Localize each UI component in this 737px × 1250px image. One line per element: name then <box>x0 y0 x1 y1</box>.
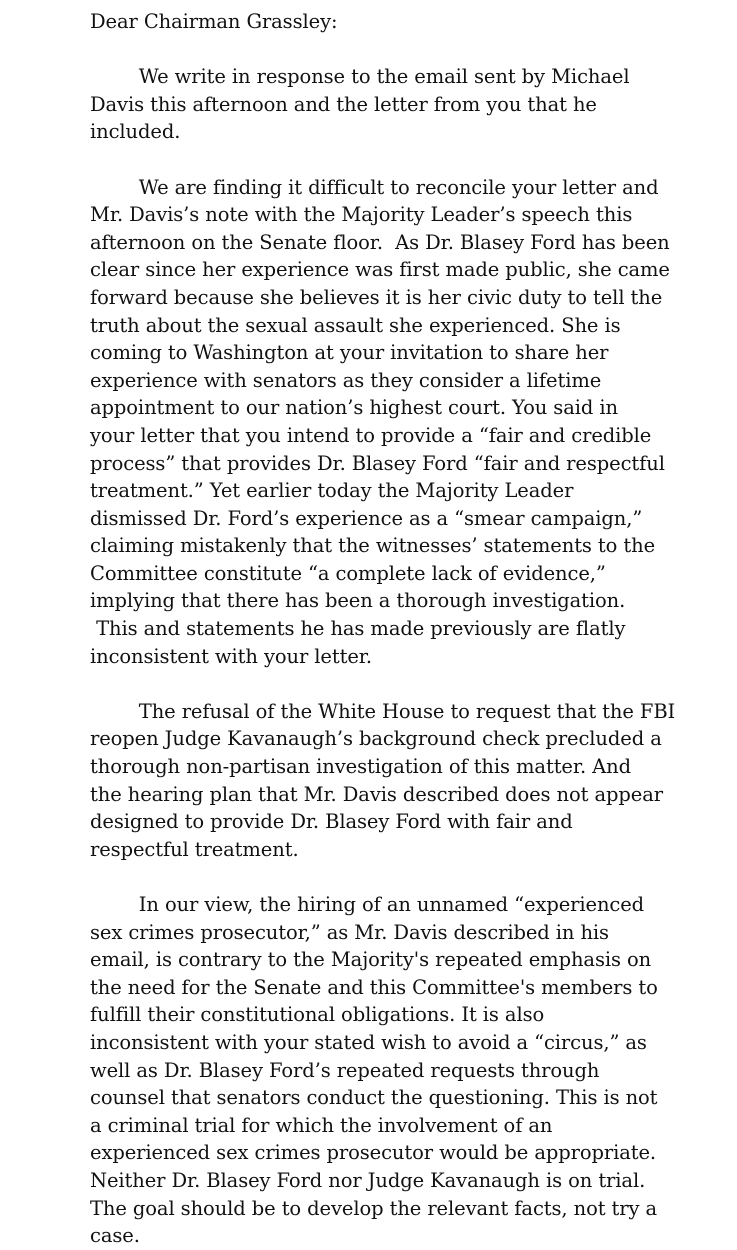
paragraph-line: Mr. Davis’s note with the Majority Leader’s speech this <box>90 203 633 227</box>
paragraph-line: afternoon on the Senate floor. As Dr. Blasey Ford has been <box>90 230 670 254</box>
paragraph-2 <box>90 174 727 671</box>
paragraph-line: experience with senators as they consider a lifetime <box>90 368 602 392</box>
paragraph-line: included. <box>90 120 181 144</box>
paragraph-line: well as Dr. Blasey Ford’s repeated requests through <box>90 1058 600 1082</box>
paragraph-line: appointment to our nation’s highest court. You said in <box>90 396 618 420</box>
paragraph-1 <box>90 63 727 146</box>
paragraph-line: email, is contrary to the Majority's repeated emphasis on <box>90 948 652 972</box>
salutation: Dear Chairman Grassley: <box>90 10 338 33</box>
paragraph-line: a criminal trial for which the involvement of an <box>90 1113 553 1137</box>
paragraph-line: reopen Judge Kavanaugh’s background check precluded a <box>90 727 662 751</box>
paragraph-line: Committee constitute “a complete lack of evidence,” <box>90 561 606 585</box>
paragraph-4 <box>90 891 727 1250</box>
paragraph-line: We are finding it difficult to reconcile your letter and <box>90 175 659 199</box>
paragraph-gap <box>90 36 727 64</box>
paragraph-line: claiming mistakenly that the witnesses’ statements to the <box>90 534 656 558</box>
paragraph-gap <box>90 146 727 174</box>
paragraph-line: the need for the Senate and this Committee's members to <box>90 975 658 999</box>
paragraph-line: implying that there has been a thorough investigation. <box>90 589 626 613</box>
paragraph-3 <box>90 698 727 864</box>
paragraph-line: coming to Washington at your invitation to share her <box>90 341 609 365</box>
paragraph-line: fulfill their constitutional obligations. It is also <box>90 1003 545 1027</box>
paragraph-line: inconsistent with your letter. <box>90 644 372 668</box>
paragraph-line: dismissed Dr. Ford’s experience as a “smear campaign,” <box>90 506 643 530</box>
paragraph-gap <box>90 863 727 891</box>
paragraph-line: This and statements he has made previously are flatly <box>90 617 626 641</box>
paragraph-line: case. <box>90 1224 140 1248</box>
paragraph-line: treatment.” Yet earlier today the Majority Leader <box>90 479 574 503</box>
paragraph-line: experienced sex crimes prosecutor would be appropriate. <box>90 1141 657 1165</box>
paragraph-line: inconsistent with your stated wish to avoid a “circus,” as <box>90 1030 647 1054</box>
paragraph-line: In our view, the hiring of an unnamed “experienced <box>90 893 645 916</box>
paragraph-line: clear since her experience was first made public, she came <box>90 258 670 282</box>
paragraph-line: The refusal of the White House to request that the FBI <box>90 699 676 723</box>
paragraph-line: designed to provide Dr. Blasey Ford with fair and <box>90 810 573 834</box>
paragraph-line: We write in response to the email sent by Michael <box>90 65 630 89</box>
paragraph-line: The goal should be to develop the relevant facts, not try a <box>90 1196 658 1220</box>
paragraph-line: counsel that senators conduct the questioning. This is not <box>90 1086 658 1110</box>
paragraph-gap <box>90 670 727 698</box>
paragraph-line: sex crimes prosecutor,” as Mr. Davis described in his <box>90 920 609 944</box>
paragraph-line: the hearing plan that Mr. Davis described does not appear <box>90 782 663 806</box>
paragraph-line: Neither Dr. Blasey Ford nor Judge Kavanaugh is on trial. <box>90 1168 646 1192</box>
paragraph-line: Davis this afternoon and the letter from you that he <box>90 92 597 116</box>
paragraph-line: process” that provides Dr. Blasey Ford “fair and respectful <box>90 451 665 475</box>
paragraph-line: forward because she believes it is her civic duty to tell the <box>90 285 663 309</box>
paragraph-line: respectful treatment. <box>90 837 299 861</box>
paragraph-line: thorough non-partisan investigation of this matter. And <box>90 755 631 779</box>
paragraph-line: your letter that you intend to provide a “fair and credible <box>90 423 652 447</box>
paragraph-line: truth about the sexual assault she experienced. She is <box>90 313 621 337</box>
